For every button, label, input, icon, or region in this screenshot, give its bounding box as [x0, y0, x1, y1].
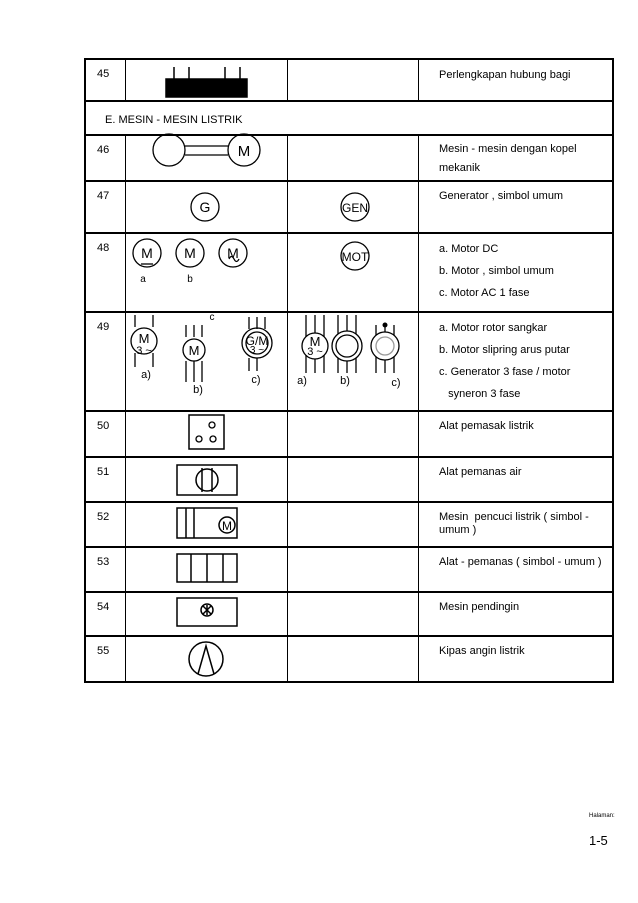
refrigerator-drawing	[126, 593, 288, 637]
motors-drawing	[126, 234, 288, 313]
description-cell	[419, 548, 612, 591]
table-row	[84, 593, 614, 637]
row-number: 50	[97, 420, 110, 432]
refrigerator-symbol	[177, 598, 237, 626]
symbol-cell	[126, 313, 288, 410]
row-number: 53	[97, 556, 110, 568]
description-cell	[419, 234, 612, 311]
number-cell	[86, 60, 126, 100]
symbol-cell	[126, 412, 288, 456]
number-cell	[86, 503, 126, 546]
description-cell	[419, 60, 612, 100]
description-cell	[419, 458, 612, 501]
label-b: b	[187, 274, 193, 285]
number-cell	[86, 136, 126, 180]
generator-drawing	[126, 182, 288, 234]
symbol-cell	[126, 458, 288, 501]
table-row	[84, 503, 614, 548]
symbol-table	[84, 58, 614, 683]
fan-drawing	[126, 637, 288, 683]
heater-drawing	[126, 548, 288, 593]
row-number: 46	[97, 144, 110, 156]
switchboard-symbol	[166, 67, 247, 97]
three-phase-label: 3 ~	[136, 345, 152, 357]
motor-label: M	[188, 343, 200, 358]
symbol-cell	[126, 637, 288, 681]
motor-dc-label: M	[141, 245, 153, 261]
symbol-cell	[126, 60, 288, 100]
row-number: 49	[97, 321, 110, 333]
description-line: Alat - pemanas ( simbol - umum )	[439, 556, 602, 568]
table-row	[84, 548, 614, 593]
alt-symbol-cell	[288, 412, 419, 456]
alt-symbol-cell	[288, 548, 419, 591]
alt-symbol-cell	[288, 503, 419, 546]
row-number: 45	[97, 68, 110, 80]
row-number: 54	[97, 601, 110, 613]
description-line: umum )	[439, 524, 477, 536]
page-label: Halaman:	[589, 813, 615, 819]
table-row	[84, 136, 614, 182]
water-heater-drawing	[126, 458, 288, 503]
table-row	[84, 637, 614, 683]
description-cell	[419, 593, 612, 635]
number-cell	[86, 412, 126, 456]
row-number: 51	[97, 466, 110, 478]
number-cell	[86, 637, 126, 681]
alt-symbol-cell	[288, 60, 419, 100]
description-line: Mesin - mesin dengan kopel	[439, 143, 577, 155]
description-line: Mesin pencuci listrik ( simbol -	[439, 511, 589, 523]
fan-symbol	[189, 642, 223, 676]
description-line: mekanik	[439, 162, 480, 174]
mot-label: MOT	[341, 250, 369, 264]
number-cell	[86, 548, 126, 591]
symbol-cell	[126, 136, 288, 180]
motor-label: M	[222, 519, 232, 533]
page-number: 1-5	[589, 833, 608, 848]
description-line: Generator , simbol umum	[439, 190, 564, 202]
description-line: b. Motor slipring arus putar	[439, 344, 570, 356]
description-cell	[419, 182, 612, 232]
alt-symbol-cell	[288, 136, 419, 180]
alt-symbol-cell	[288, 234, 419, 311]
description-line: Alat pemasak listrik	[439, 420, 534, 432]
gm-label: G/M	[245, 334, 269, 348]
mot-drawing	[288, 234, 419, 313]
description-line: a. Motor DC	[439, 243, 499, 255]
alt-symbol-cell	[288, 182, 419, 232]
row-number: 47	[97, 190, 110, 202]
three-phase-label: 3 ~	[249, 345, 265, 356]
description-cell	[419, 313, 612, 410]
description-line: Perlengkapan hubung bagi	[439, 69, 571, 81]
alt-symbol-cell	[288, 458, 419, 501]
cooker-drawing	[126, 412, 288, 458]
alt-symbol-cell	[288, 593, 419, 635]
description-cell	[419, 637, 612, 681]
description-line: c. Motor AC 1 fase	[439, 287, 530, 299]
description-line: Kipas angin listrik	[439, 645, 525, 657]
heater-symbol	[177, 554, 237, 582]
alt-symbol-cell	[288, 313, 419, 410]
motor-label: M	[309, 334, 321, 349]
label-c: c)	[391, 377, 401, 389]
section-title: E. MESIN - MESIN LISTRIK	[105, 114, 243, 126]
table-row	[84, 412, 614, 458]
description-line: Mesin pendingin	[439, 601, 520, 613]
symbol-cell	[126, 182, 288, 232]
coupling-drawing	[126, 136, 288, 182]
motor-label: M	[237, 143, 251, 160]
table-row	[84, 58, 614, 102]
row-number: 52	[97, 511, 110, 523]
number-cell	[86, 234, 126, 311]
symbol-cell	[126, 503, 288, 546]
gen-label: GEN	[341, 201, 369, 215]
motor-label: M	[184, 245, 196, 261]
number-cell	[86, 593, 126, 635]
row-number: 48	[97, 242, 110, 254]
three-phase-label: 3 ~	[307, 346, 323, 358]
row-number: 55	[97, 645, 110, 657]
table-row	[84, 458, 614, 503]
description-line: c. Generator 3 fase / motor	[439, 366, 571, 378]
number-cell	[86, 313, 126, 410]
description-line: syneron 3 fase	[439, 388, 521, 400]
symbol-cell	[126, 548, 288, 591]
table-row	[84, 313, 614, 412]
cooker-symbol	[189, 415, 224, 449]
description-line: b. Motor , simbol umum	[439, 265, 554, 277]
three-phase-alt-drawing	[288, 313, 419, 412]
description-cell	[419, 136, 612, 180]
label-c: c	[209, 312, 215, 323]
alt-symbol-cell	[288, 637, 419, 681]
label-c: c)	[251, 374, 261, 386]
washer-drawing	[126, 503, 288, 548]
water-heater-symbol	[177, 465, 237, 495]
description-cell	[419, 412, 612, 456]
label-a: a)	[297, 375, 307, 387]
table-row	[84, 234, 614, 313]
generator-label: G	[199, 199, 211, 215]
gen-drawing	[288, 182, 419, 234]
description-cell	[419, 503, 612, 546]
motor-label: M	[138, 331, 150, 346]
label-a: a	[140, 274, 146, 285]
three-phase-drawing	[126, 313, 288, 412]
switchboard-drawing	[126, 60, 288, 104]
description-line: Alat pemanas air	[439, 466, 522, 478]
number-cell	[86, 458, 126, 501]
symbol-cell	[126, 593, 288, 635]
number-cell	[86, 182, 126, 232]
section-row	[84, 102, 614, 136]
description-line: a. Motor rotor sangkar	[439, 322, 548, 334]
motor-ac-label: M	[227, 245, 239, 261]
label-a: a)	[141, 369, 151, 381]
table-row	[84, 182, 614, 234]
symbol-cell	[126, 234, 288, 311]
label-b: b)	[193, 384, 203, 396]
label-b: b)	[340, 375, 350, 387]
terminal-dot	[383, 323, 388, 328]
